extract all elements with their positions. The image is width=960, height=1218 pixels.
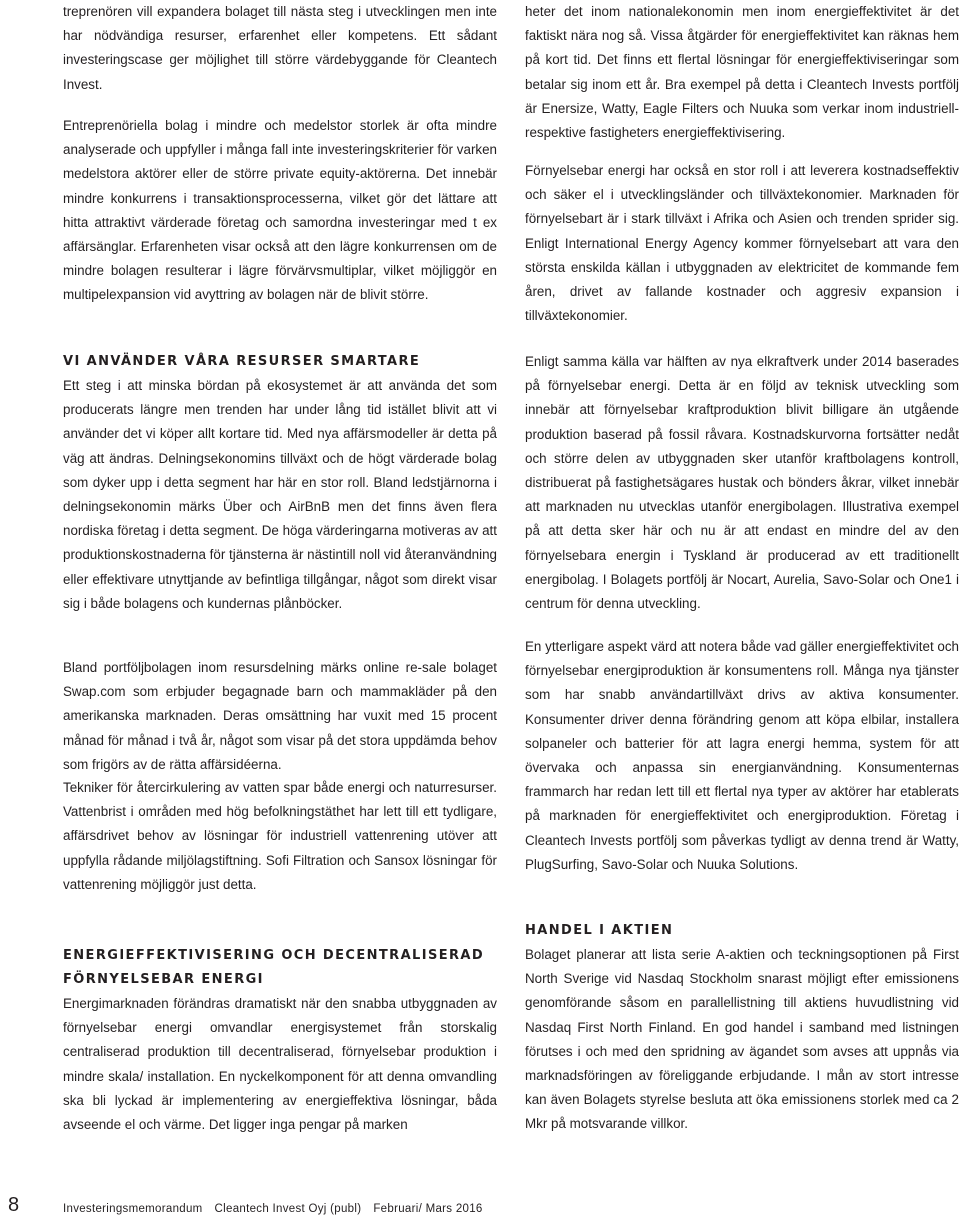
left-column-block-4 (63, 656, 497, 777)
section-heading-handel: HANDEL I AKTIEN (525, 923, 674, 938)
right-paragraph-3: Enligt samma källa var hälften av nya elkraftverk under 2014 baserades på förnyelsebar energi. Detta är en följd av teknisk utveckling som innebär att förnyelsebar kraftproduktion blivit billigare än utgående produktion baserad på fossil råvara. Kostnadskurvorna fortsätter nedåt och större delen av utbyggnaden sker utanför kraftbolagens kontroll, distribuerat på fastighetsägares hustak och bönders åkrar, vilket innebär att marknaden nu utvecklas utanför energibolagen. Illustrativa exempel på att detta sker här och nu är att endast en mindre del av den förnyelsebara energin i Tyskland är producerad av ett traditionellt energibolag. I Bolagets portfölj är Nocart, Aurelia, Savo-Solar och One1 i centrum för denna utveckling. (525, 354, 959, 612)
right-paragraph-4: En ytterligare aspekt värd att notera både vad gäller energieffektivitet och förnyelsebar energiproduktion är konsumentens roll. Många nya tjänster som har snabb användartillväxt drivs av aktiva konsumenter. Konsumenter driver denna förändring genom att köpa elbilar, installera solpaneler och batterier för att lagra energi hemma, system för att övervaka och anpassa sin energianvändning. Konsumenternas frammarch har redan lett till ett flertal nya typer av aktörer har etablerats på marknaden för energieffektivitet och energiproduktion. Företag i Cleantech Invests portfölj som påverkas tydligt av denna trend är Watty, PlugSurfing, Savo-Solar och Nuuka Solutions. (525, 639, 959, 872)
left-paragraph-3: Ett steg i att minska bördan på ekosystemet är att använda det som producerats längre men trenden har under lång tid istället blivit att vi använder det vi köper allt kortare tid. Med nya affärsmodeller är detta på väg att ändras. Delningsekonomins tillväxt och de högt värderade bolag som dyker upp i detta segment har här en stor roll. Bland ledstjärnorna i delningsekonomin märks Über och AirBnB men det finns även flera nordiska företag i detta segment. De höga värderingarna motiveras av att produktionskostnaderna för tjänsterna är nästintill noll vid återanvändning eller effektivare utnyttjande av befintliga tillgångar, något som direkt visar sig i både bolagens och kundernas plånböcker. (63, 378, 497, 611)
section-heading-resurser: VI ANVÄNDER VÅRA RESURSER SMARTARE (63, 354, 421, 369)
footer-date: Februari/ Mars 2016 (373, 1203, 483, 1215)
right-column-block-1 (525, 0, 959, 145)
right-column-block-5 (525, 919, 959, 1137)
page-footer (0, 1196, 960, 1218)
left-column-block-2 (63, 114, 497, 308)
footer-company: Cleantech Invest Oyj (publ) (214, 1203, 362, 1215)
right-paragraph-1: heter det inom nationalekonomin men inom energieffektivitet är det faktiskt nära nog så. Vissa åtgärder för energieffektivitet kan räknas hem på kort tid. Det finns ett flertal lösningar för energieffektiviseringar som betalar sig inom ett år. Bra exempel på detta i Cleantech Invests portfölj är Enersize, Watty, Eagle Filters och Nuuka som verkar inom industriell- respektive fastigheters energieffektivisering. (525, 4, 959, 141)
right-paragraph-2: Förnyelsebar energi har också en stor roll i att leverera kostnadseffektiv och säker el i utvecklingsländer och tillväxtekonomier. Marknaden för förnyelsebart är i stark tillväxt i Afrika och Asien och trenden sprider sig. Enligt International Energy Agency kommer förnyelsebart att vara den största enskilda källan i utbyggnaden av elektricitet de kommande fem åren, drivet av fallande kostnader och aggresiv expansion i tillväxtekonomier. (525, 163, 959, 324)
section-heading-energi-line1: ENERGIEFFEKTIVISERING OCH DECENTRALISERAD (63, 948, 485, 963)
left-paragraph-1: treprenören vill expandera bolaget till nästa steg i utvecklingen men inte har nödvändiga resurser, erfarenhet eller kompetens. Ett sådant investeringscase ger möjlighet till större värdebyggande för Cleantech Invest. (63, 4, 497, 92)
footer-doc-title: Investeringsmemorandum (63, 1203, 203, 1215)
left-column-block-6 (63, 944, 497, 1137)
right-column-block-2 (525, 159, 959, 328)
page-number: 8 (8, 1194, 20, 1216)
section-heading-energi-line2: FÖRNYELSEBAR ENERGI (63, 972, 264, 987)
left-paragraph-5: Tekniker för återcirkulering av vatten spar både energi och naturresurser. Vattenbrist i områden med hög befolkningstäthet har lett till ett tydligare, affärsdrivet behov av lösningar för industriell vattenrening utöver att uppfylla rådande miljölagstiftning. Sofi Filtration och Sansox lösningar för vattenrening möjliggör just detta. (63, 780, 497, 892)
left-column-block-5 (63, 776, 497, 897)
left-column-block-3 (63, 350, 497, 616)
left-paragraph-2: Entreprenöriella bolag i mindre och medelstor storlek är ofta mindre analyserade och uppfyller i många fall inte investeringskriterier för varken medelstora aktörer eller de större private equity-aktörerna. Det innebär mindre konkurrens i transaktionsprocesserna, vilket gör det lättare att hitta attraktivt värderade företag och samordna investeringar med t ex affärsänglar. Erfarenheten visar också att den lägre konkurrensen om de mindre bolagen resulterar i lägre förvärvsmultiplar, vilket möjliggör en multipelexpansion vid avyttring av bolagen när de blivit större. (63, 118, 497, 303)
footer-text (63, 1203, 483, 1217)
right-column-block-3 (525, 350, 959, 616)
left-paragraph-4: Bland portföljbolagen inom resursdelning märks online re-sale bolaget Swap.com som erbjuder begagnade barn och mammakläder på den amerikanska marknaden. Deras omsättning har vuxit med 15 procent månad för månad i två år, något som visar på det stora uppdämda behov som frigörs av de rätta affärsidéerna. (63, 660, 497, 772)
right-column-block-4 (525, 635, 959, 877)
left-paragraph-6: Energimarknaden förändras dramatiskt när den snabba utbyggnaden av förnyelsebar energi omvandlar energisystemet från storskalig centraliserad produktion till decentraliserad, förnyelsebar produktion i mindre skala/ installation. En nyckelkomponent för att denna omvandling ska bli lyckad är implementering av energieffektiva lösningar, båda avseende el och värme. Det ligger inga pengar på marken (63, 996, 497, 1133)
right-paragraph-5: Bolaget planerar att lista serie A-aktien och teckningsoptionen på First North Sverige vid Nasdaq Stockholm snarast möjligt efter emissionens genomförande såsom en parallellistning till aktiens huvudlistning vid Nasdaq First North Finland. En god handel i samband med listningen förutses i och med den spridning av ägandet som avses att uppnås via marknadsföringen av föreliggande erbjudande. I mån av stort intresse kan även Bolagets styrelse besluta att öka emissionens storlek med ca 2 Mkr på motsvarande villkor. (525, 947, 959, 1132)
left-column (63, 0, 497, 97)
